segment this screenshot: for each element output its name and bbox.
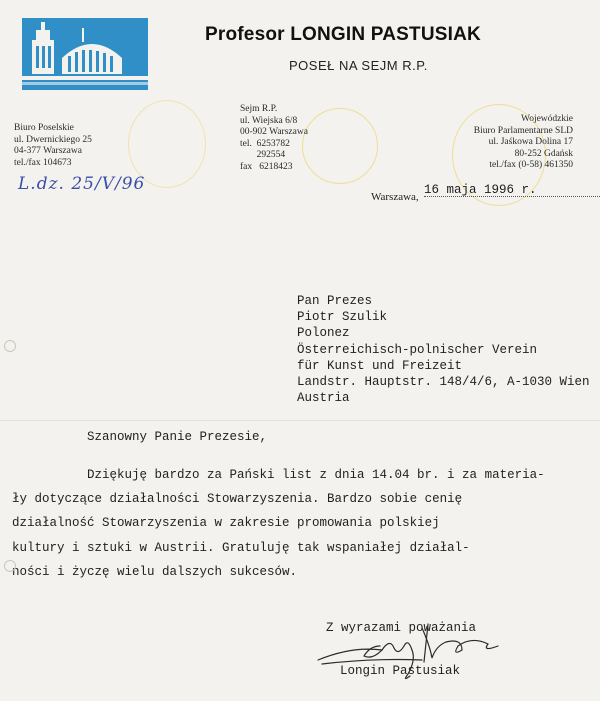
hole-punch-mark [4, 340, 16, 352]
date-place: Warszawa, [371, 191, 419, 203]
paper-fold [0, 420, 600, 421]
date-value: 16 maja 1996 r. [424, 183, 537, 197]
hole-punch-mark [4, 560, 16, 572]
closing-phrase: Z wyrazami poważania [326, 621, 477, 635]
sender-title: POSEŁ NA SEJM R.P. [289, 58, 428, 73]
letter-body: Dziękuję bardzo za Pański list z dnia 14.04 br. i za materia- ły dotyczące działalności Stowarzyszenia. Bardzo sobie cenię działalność Stowarzyszenia w zakresie promowania polskiej kultury i sztuki w Austrii. Gratuluję tak wspaniałej działal- ności i życzę wielu dalszych sukcesów. [12, 468, 545, 579]
sejm-building-logo [22, 18, 148, 90]
address-block-right: Wojewódzkie Biuro Parlamentarne SLD ul. Jaśkowa Dolina 17 80-252 Gdańsk tel./fax (0-58) 461350 [473, 114, 573, 170]
recipient-address: Pan Prezes Piotr Szulik Polonez Österreichisch-polnischer Verein für Kunst und Freizeit Landstr. Hauptstr. 148/4/6, A-1030 Wien Austria [297, 294, 590, 406]
address-block-left: Biuro Poselskie ul. Dwernickiego 25 04-377 Warszawa tel./fax 104673 [14, 123, 92, 168]
salutation: Szanowny Panie Prezesie, [87, 430, 268, 444]
sender-name: Profesor LONGIN PASTUSIAK [205, 24, 481, 45]
handwritten-reference-number: L.dz. 25/V/96 [18, 174, 146, 194]
paper-stain [302, 108, 378, 184]
signer-name: Longin Pastusiak [340, 664, 461, 678]
date-dotted-line [424, 196, 600, 197]
address-block-middle: Sejm R.P. ul. Wiejska 6/8 00-902 Warszawa tel. 6253782 292554 fax 6218423 [240, 104, 308, 172]
